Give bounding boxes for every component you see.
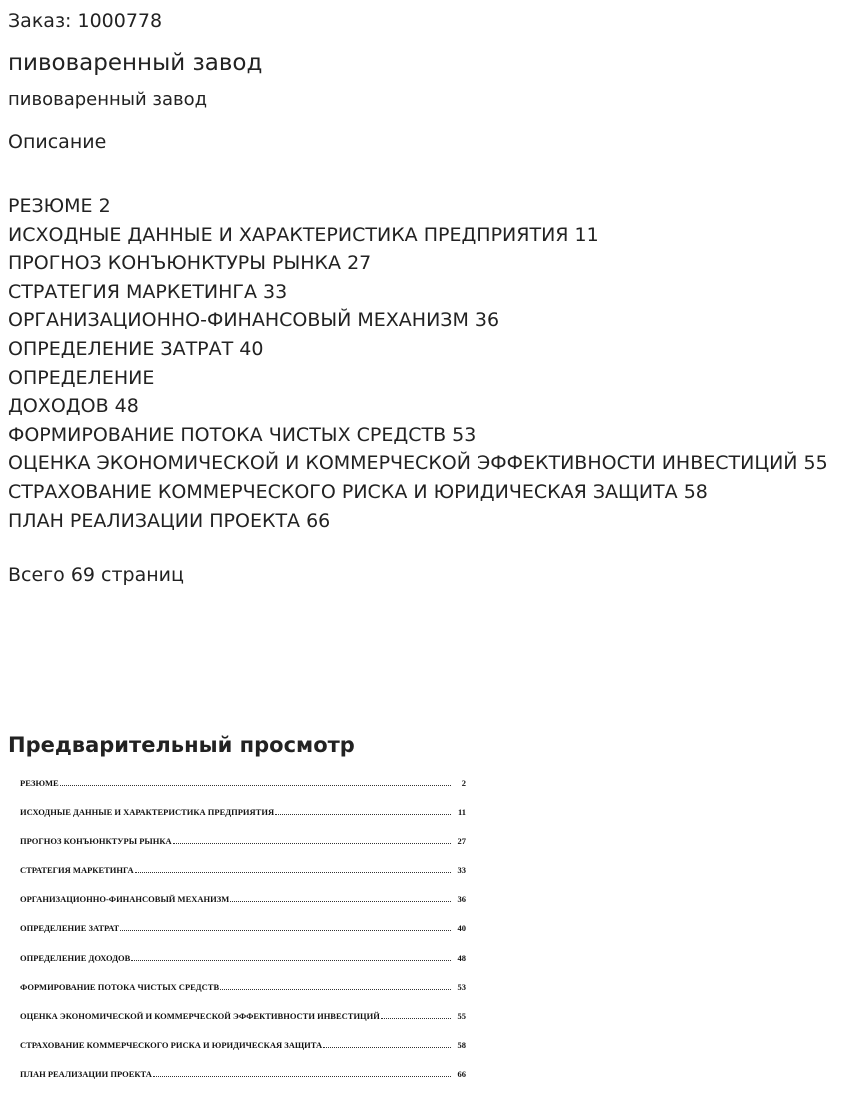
toc-item: ИСХОДНЫЕ ДАННЫЕ И ХАРАКТЕРИСТИКА ПРЕДПРИЯТИЯ 11 — [8, 223, 599, 246]
preview-entry-name: ПЛАН РЕАЛИЗАЦИИ ПРОЕКТА — [20, 1068, 152, 1079]
toc-item: ОРГАНИЗАЦИОННО-ФИНАНСОВЫЙ МЕХАНИЗМ 36 — [8, 309, 500, 332]
preview-entry-name: СТРАХОВАНИЕ КОММЕРЧЕСКОГО РИСКА И ЮРИДИЧЕСКАЯ ЗАЩИТА — [20, 1039, 323, 1050]
preview-entry-name: ПРОГНОЗ КОНЪЮНКТУРЫ РЫНКА — [20, 836, 172, 847]
preview-entry-name: ОРГАНИЗАЦИОННО-ФИНАНСОВЫЙ МЕХАНИЗМ — [20, 894, 230, 905]
dot-leader — [173, 836, 451, 844]
preview-toc-row — [20, 770, 466, 799]
preview-image — [20, 770, 466, 1090]
preview-toc-row — [20, 1032, 466, 1061]
preview-toc-row — [20, 857, 466, 886]
preview-entry-page: 33 — [457, 865, 466, 876]
dot-leader — [153, 1069, 451, 1077]
dot-leader — [323, 1040, 451, 1048]
preview-entry-name: СТРАТЕГИЯ МАРКЕТИНГА — [20, 865, 134, 876]
preview-entry-name: ИСХОДНЫЕ ДАННЫЕ И ХАРАКТЕРИСТИКА ПРЕДПРИЯТИЯ — [20, 807, 275, 818]
preview-toc-row — [20, 974, 466, 1003]
preview-toc-row — [20, 828, 466, 857]
toc-item: ОПРЕДЕЛЕНИЕ ЗАТРАТ 40 — [8, 337, 264, 360]
dot-leader — [131, 953, 451, 961]
toc-item: РЕЗЮМЕ 2 — [8, 195, 111, 217]
preview-entry-name: РЕЗЮМЕ — [20, 778, 59, 788]
preview-toc-row — [20, 915, 466, 944]
page-subtitle: пивоваренный завод — [8, 89, 208, 110]
toc-item: ПЛАН РЕАЛИЗАЦИИ ПРОЕКТА 66 — [8, 509, 331, 532]
preview-entry-page: 40 — [457, 923, 466, 934]
preview-entry-page: 66 — [457, 1068, 466, 1079]
toc-item: СТРАТЕГИЯ МАРКЕТИНГА 33 — [8, 280, 288, 303]
dot-leader — [381, 1011, 451, 1019]
dot-leader — [230, 894, 451, 902]
preview-toc-row — [20, 886, 466, 915]
dot-leader — [60, 778, 451, 786]
preview-entry-page: 48 — [457, 952, 466, 963]
dot-leader — [275, 807, 451, 815]
page-title: пивоваренный завод — [8, 50, 263, 76]
description-label: Описание — [8, 131, 107, 153]
toc-item: ДОХОДОВ 48 — [8, 395, 139, 418]
order-number: Заказ: 1000778 — [8, 10, 163, 32]
dot-leader — [135, 865, 451, 873]
toc-item: СТРАХОВАНИЕ КОММЕРЧЕСКОГО РИСКА И ЮРИДИЧЕСКАЯ ЗАЩИТА 58 — [8, 480, 708, 503]
preview-entry-page: 27 — [457, 836, 466, 847]
preview-toc-row — [20, 799, 466, 828]
preview-toc-row — [20, 945, 466, 974]
toc-item: ПРОГНОЗ КОНЪЮНКТУРЫ РЫНКА 27 — [8, 252, 372, 275]
dot-leader — [220, 982, 451, 990]
preview-entry-name: ФОРМИРОВАНИЕ ПОТОКА ЧИСТЫХ СРЕДСТВ — [20, 981, 220, 992]
preview-heading: Предварительный просмотр — [8, 733, 355, 757]
preview-toc-row — [20, 1003, 466, 1032]
preview-entry-page: 58 — [457, 1039, 466, 1050]
dot-leader — [120, 923, 451, 931]
preview-entry-page: 36 — [457, 894, 466, 905]
preview-toc-row — [20, 1061, 466, 1090]
preview-entry-page: 2 — [461, 778, 466, 788]
table-of-contents — [8, 192, 828, 535]
preview-entry-page: 11 — [457, 807, 466, 818]
preview-entry-name: ОПРЕДЕЛЕНИЕ ДОХОДОВ — [20, 952, 131, 963]
toc-item: ОЦЕНКА ЭКОНОМИЧЕСКОЙ И КОММЕРЧЕСКОЙ ЭФФЕКТИВНОСТИ ИНВЕСТИЦИЙ 55 — [8, 452, 828, 475]
preview-entry-page: 53 — [457, 981, 466, 992]
preview-entry-page: 55 — [457, 1010, 466, 1021]
preview-entry-name: ОПРЕДЕЛЕНИЕ ЗАТРАТ — [20, 923, 120, 934]
toc-item: ОПРЕДЕЛЕНИЕ — [8, 366, 155, 389]
total-pages: Всего 69 страниц — [8, 564, 184, 586]
toc-item: ФОРМИРОВАНИЕ ПОТОКА ЧИСТЫХ СРЕДСТВ 53 — [8, 423, 477, 446]
preview-entry-name: ОЦЕНКА ЭКОНОМИЧЕСКОЙ И КОММЕРЧЕСКОЙ ЭФФЕКТИВНОСТИ ИНВЕСТИЦИЙ — [20, 1010, 380, 1021]
